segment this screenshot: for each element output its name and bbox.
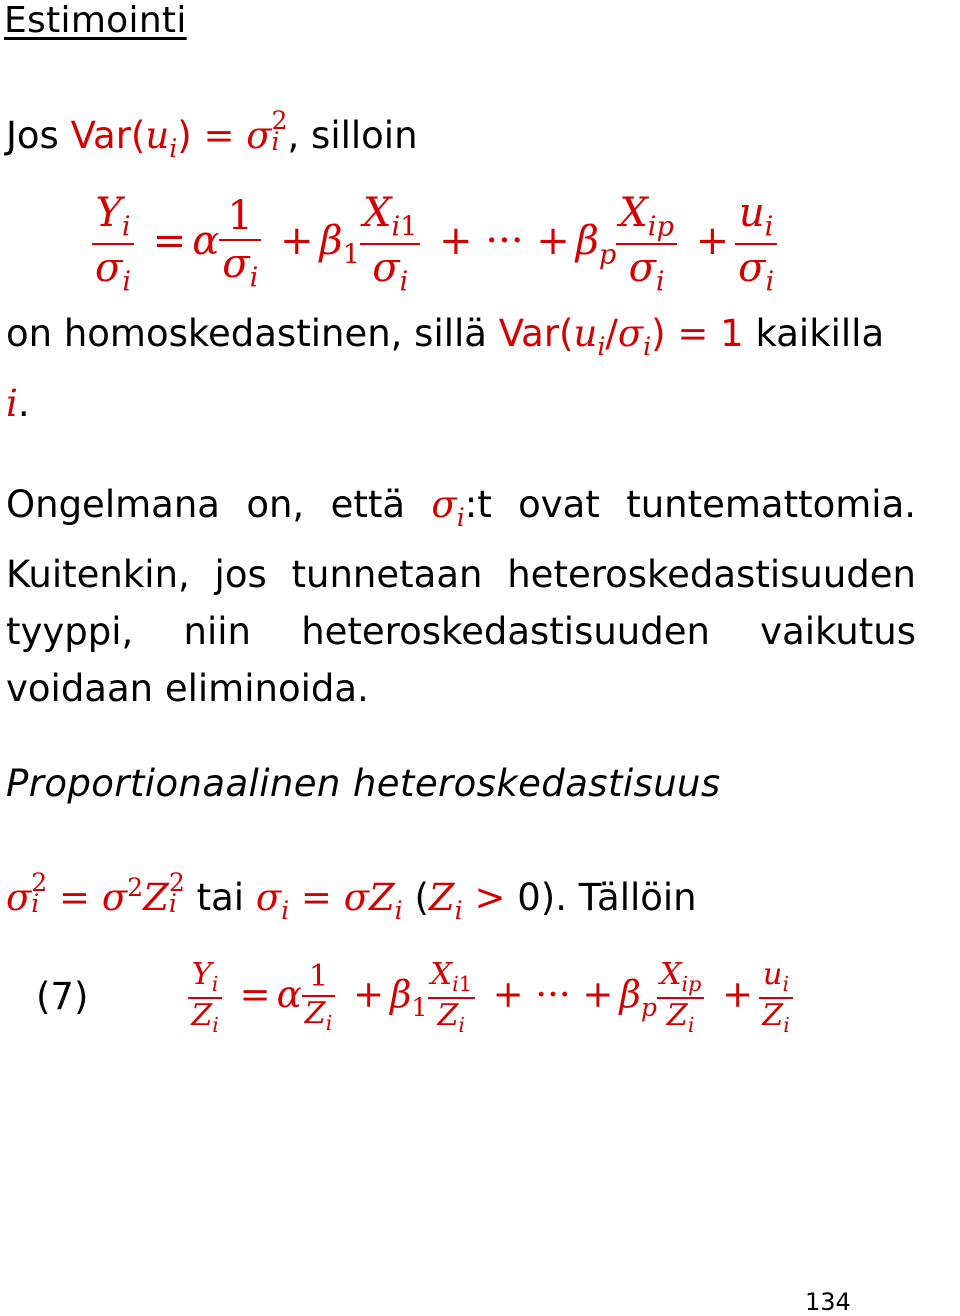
para2-text: Kuitenkin, jos tunnetaan heteroskedastisuuden tyyppi, niin heteroskedastisuuden vaikutus voidaan eliminoida. xyxy=(6,552,916,710)
equation-transformed-model: $\frac{Y_i}{\sigma_i}$ = α $\frac{1}{\sigma_i}$ + $\beta_1$ $\frac{X_{i1}}{\sigma_i}$ + ··· + $\beta_p$ $\frac{X_{ip}}{\sigma_i}$ + $\frac{u_i}{\sigma_i}$ xyxy=(92,190,777,298)
equation-7: (7) $\frac{Y_i}{Z_i}$ = α $\frac{1}{Z_i}$ + $\beta_1$ $\frac{X_{i1}}{Z_i}$ + ··· + $\beta_p$ $\frac{X_{ip}}{Z_i}$ + $\frac{u_i}{Z_i}$ xyxy=(36,958,793,1038)
intro-prefix: Jos xyxy=(6,113,59,157)
fraction-y-over-sigma: $\frac{Y_i}{\sigma_i}$ xyxy=(92,190,134,298)
sigma-i: $\sigma_i$ xyxy=(431,483,465,532)
fraction-u-over-sigma: $\frac{u_i}{\sigma_i}$ xyxy=(735,190,777,298)
homoskedastic-paragraph: on homoskedastinen, sillä $Var(u_i/\sigma_i) = 1$ kaikilla i. xyxy=(6,312,885,425)
proportional-assumption-line xyxy=(6,868,697,925)
fraction-u-over-z: $\frac{u_i}{Z_i}$ xyxy=(759,958,793,1038)
para2-mid: :t ovat tuntemattomia. xyxy=(464,483,917,526)
fraction-xp-over-z: $\frac{X_{ip}}{Z_i}$ xyxy=(657,958,704,1038)
fraction-x1-over-z: $\frac{X_{i1}}{Z_i}$ xyxy=(428,958,475,1038)
fraction-y-over-z: $\frac{Y_i}{Z_i}$ xyxy=(188,958,222,1038)
fraction-xp-over-sigma: $\frac{X_{ip}}{\sigma_i}$ xyxy=(616,190,677,298)
equation-number: (7) xyxy=(36,975,89,1019)
index-i: i xyxy=(6,381,18,425)
para1-text-end: kaikilla xyxy=(755,312,885,355)
fraction-x1-over-sigma: $\frac{X_{i1}}{\sigma_i}$ xyxy=(360,190,421,298)
word-tallöin: Tällöin xyxy=(578,875,697,919)
page-title: Estimointi xyxy=(4,0,187,41)
variance-value: 1 xyxy=(720,312,744,355)
section-subheading: Proportionaalinen heteroskedastisuus xyxy=(6,762,721,805)
fraction-one-over-z: $\frac{1}{Z_i}$ xyxy=(302,960,336,1036)
variance-expression: $Var(u_i) = \sigma$ 2 i xyxy=(70,106,288,163)
sigma-squared-expression: σ 2 i = $\sigma^2Z$ 2 i xyxy=(6,868,185,919)
word-tai: tai xyxy=(196,875,245,919)
variance-ratio-expression: $Var(u_i/\sigma_i) = 1$ xyxy=(498,312,744,361)
intro-line xyxy=(6,106,418,163)
page-number: 134 xyxy=(805,1288,851,1316)
positivity-condition: $(Z_i > 0)$. xyxy=(414,875,567,925)
fraction-one-over-sigma: $\frac{1}{\sigma_i}$ xyxy=(219,193,261,294)
para1-text: on homoskedastinen, sillä xyxy=(6,312,487,355)
para2-start: Ongelmana on, että xyxy=(6,483,406,526)
problem-paragraph xyxy=(6,476,916,717)
sigma-z-expression: $\sigma_i = \sigma Z_i$ xyxy=(255,875,403,925)
intro-suffix: , silloin xyxy=(287,113,418,157)
